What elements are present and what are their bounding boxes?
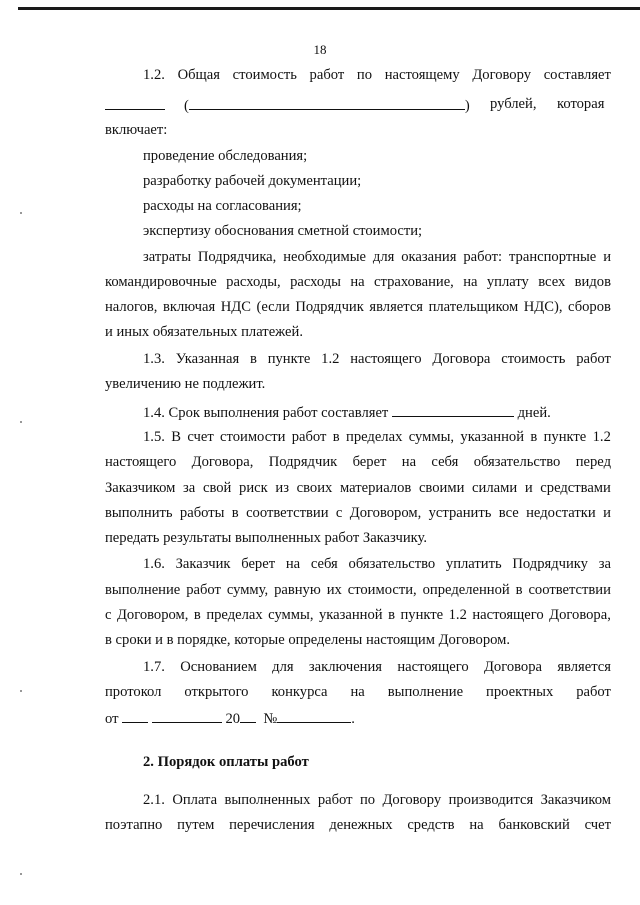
cost-number-blank (105, 97, 165, 110)
top-border-line (18, 7, 640, 10)
costs-line: налогов, включая НДС (если Подрядчик является плательщиком НДС), сборов (105, 299, 611, 315)
protocol-year-blank (240, 710, 256, 723)
paragraph-1-4: 1.4. Срок выполнения работ составляет дней. (143, 405, 551, 421)
paragraph-1-6-line: 1.6. Заказчик берет на себя обязательство уплатить Подрядчику за (143, 556, 611, 572)
term-days-blank (392, 404, 514, 417)
rubles-label: рублей, (490, 96, 537, 112)
cost-amount-field (105, 97, 165, 114)
list-item: разработку рабочей документации; (143, 173, 362, 189)
paragraph-1-5-line: настоящего Договора, Подрядчик берет на себя обязательство перед (105, 454, 611, 470)
protocol-date-line: от 20 № . (105, 711, 355, 727)
paragraph-2-1-line: поэтапно путем перечисления денежных средств на банковский счет (105, 817, 611, 833)
costs-line: затраты Подрядчика, необходимые для оказания работ: транспортные и (143, 249, 611, 265)
margin-speck (20, 873, 22, 875)
margin-speck (20, 212, 22, 214)
includes-label: включает: (105, 122, 168, 138)
paragraph-1-5-line: выполнить работы в соответствии с Договором, устранить все недостатки и (105, 505, 611, 521)
paragraph-1-2-line-1: 1.2. Общая стоимость работ по настоящему Договору составляет (143, 67, 611, 83)
paragraph-1-3-line: 1.3. Указанная в пункте 1.2 настоящего Договора стоимость работ (143, 351, 611, 367)
which-label: которая (557, 96, 605, 112)
list-item: экспертизу обоснования сметной стоимости; (143, 223, 423, 239)
paragraph-1-5-line: 1.5. В счет стоимости работ в пределах суммы, указанной в пункте 1.2 (143, 429, 611, 445)
cost-words-blank (189, 97, 465, 110)
paragraph-2-1-line: 2.1. Оплата выполненных работ по Договору производится Заказчиком (143, 792, 611, 808)
costs-line: и иных обязательных платежей. (105, 324, 303, 340)
cost-words-field: ( ) (184, 98, 470, 114)
protocol-day-blank (122, 710, 148, 723)
paragraph-1-6-line: с Договором, в пределах суммы, указанной в пункте 1.2 настоящего Договора, (105, 607, 611, 623)
paragraph-1-6-line: в сроки и в порядке, которые определены настоящим Договором. (105, 632, 511, 648)
page-number: 18 (313, 42, 327, 57)
paragraph-1-5-line: Заказчиком за свой риск из своих материалов своими силами и средствами (105, 480, 611, 496)
margin-speck (20, 690, 22, 692)
protocol-month-blank (152, 710, 222, 723)
margin-speck (20, 421, 22, 423)
paragraph-1-7-line: протокол открытого конкурса на выполнение проектных работ (105, 684, 611, 700)
paragraph-1-6-line: выполнение работ сумму, равную их стоимости, определенной в соответствии (105, 582, 611, 598)
protocol-number-blank (277, 710, 351, 723)
list-item: проведение обследования; (143, 148, 308, 164)
paragraph-1-5-line: передать результаты выполненных работ Заказчику. (105, 530, 428, 546)
list-item: расходы на согласования; (143, 198, 302, 214)
costs-line: командировочные расходы, расходы на страхование, на уплату всех видов (105, 274, 611, 290)
section-2-heading: 2. Порядок оплаты работ (143, 754, 309, 770)
paragraph-1-7-line: 1.7. Основанием для заключения настоящего Договора является (143, 659, 611, 675)
paragraph-1-3-line: увеличению не подлежит. (105, 376, 266, 392)
